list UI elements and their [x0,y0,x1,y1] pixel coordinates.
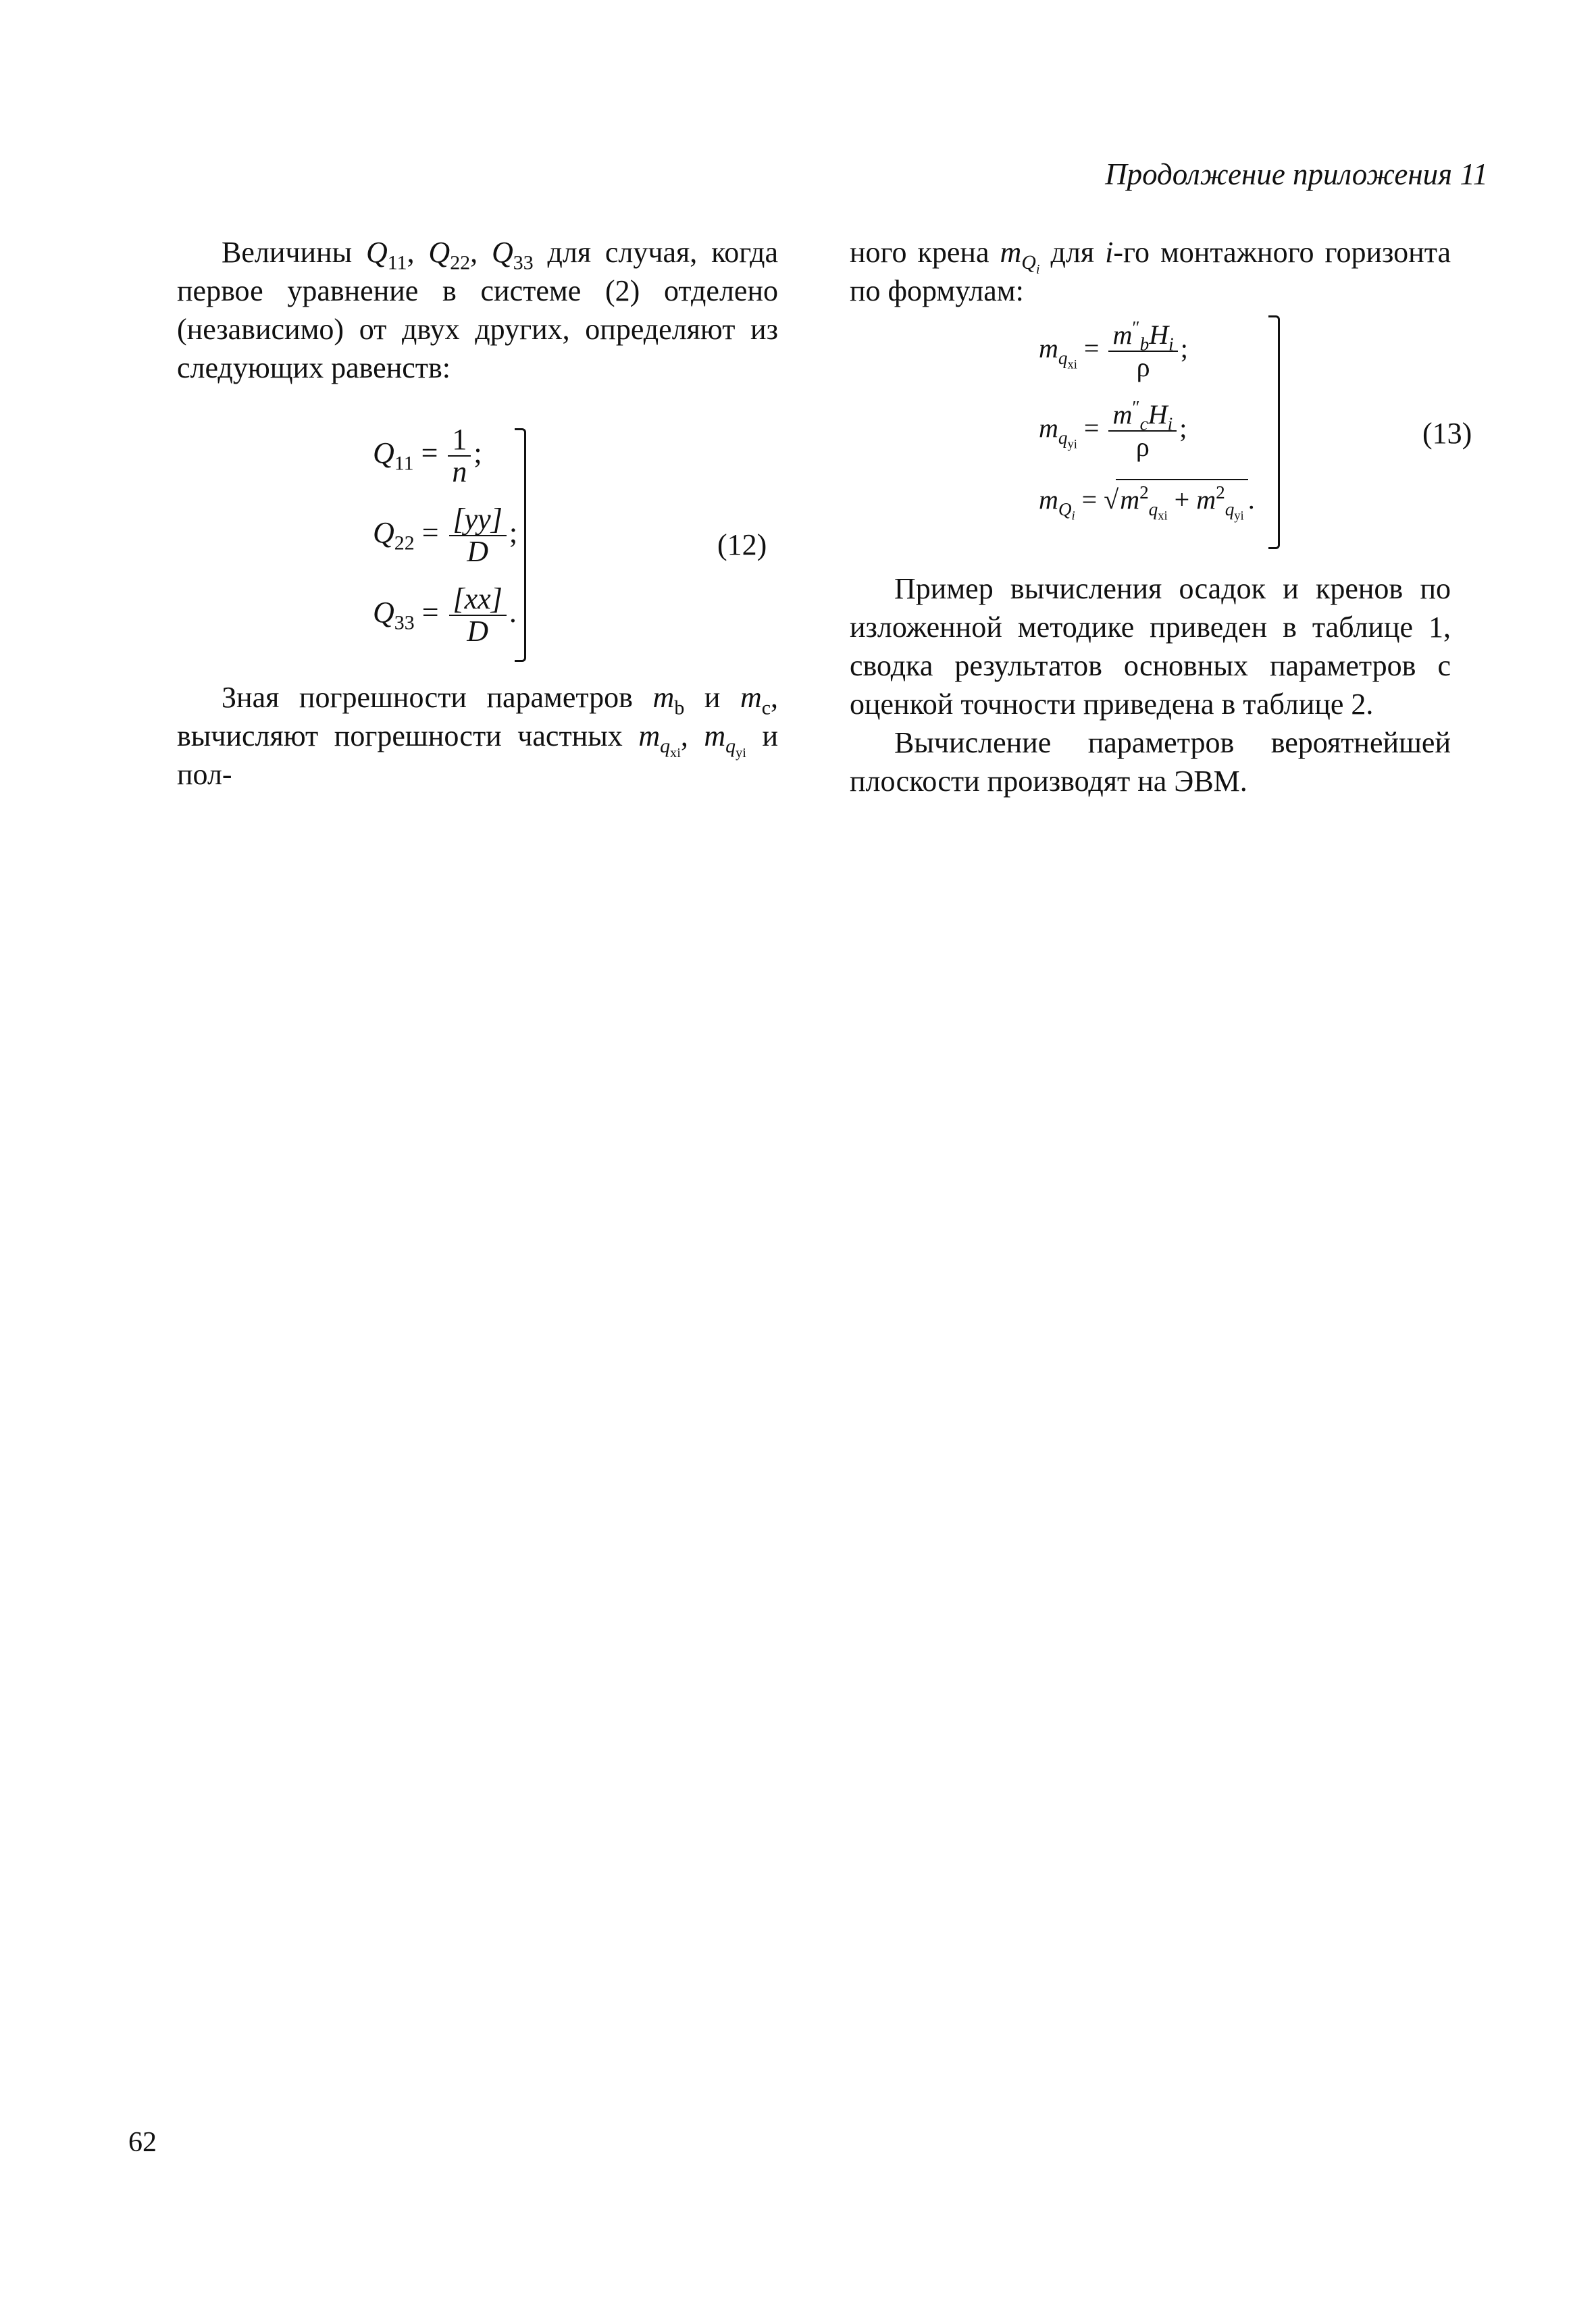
eq-q22: $Q_{22}$ = $\frac{[yy]}{D}$ ; [373,503,518,568]
right-brace [1268,315,1280,549]
equation-number-13: (13) [1422,417,1472,450]
intro-paragraph: Величины $Q_{11}$, $Q_{22}$, $Q_{33}$ для случая, когда первое уравнение в системе (2) отделено (независимо) от двух других, определяют из следующих равенств: [177,236,779,384]
formula-13 [850,317,1472,549]
continuation-paragraph: ного крена $m_{Q_i}$ для i-го монтажного горизонта по формулам: [850,236,1451,307]
errors-paragraph: Зная погрешности параметров $m_b$ и $m_c$, вычисляют погрешности частных $m_{q_{xi}}$, $m_{q_{yi}}$ и пол- [177,681,779,791]
eq-mqxi: $m_{q_{xi}}$ = $\frac{m''_bH_i}{\rho}$ ; [1039,317,1188,382]
formula-12 [177,424,778,674]
eq-mqyi: $m_{q_{yi}}$ = $\frac{m''_cH_i}{\rho}$ ; [1039,397,1187,462]
running-header: Продолжение приложения 11 [1105,157,1488,191]
page-number: 62 [128,2127,157,2158]
eq-mqi: $m_{Q_i} = √m^2_{q_{xi}} + m^2_{q_{yi}}$. [1039,479,1255,519]
left-column [177,233,778,794]
right-brace [515,428,526,662]
computer-paragraph: Вычисление параметров вероятнейшей плоскости производят на ЭВМ. [850,726,1451,798]
equation-number-12: (12) [717,528,767,561]
example-paragraph: Пример вычисления осадок и кренов по изложенной методике приведен в таблице 1, сводка результатов основных параметров с оценкой точности приведена в таблице 2. [850,572,1451,721]
eq-q11: $Q_{11}$ = $\frac{1}{n}$ ; [373,423,482,488]
right-column [850,233,1472,800]
eq-q33: $Q_{33}$ = $\frac{[xx]}{D}$ . [373,582,517,648]
